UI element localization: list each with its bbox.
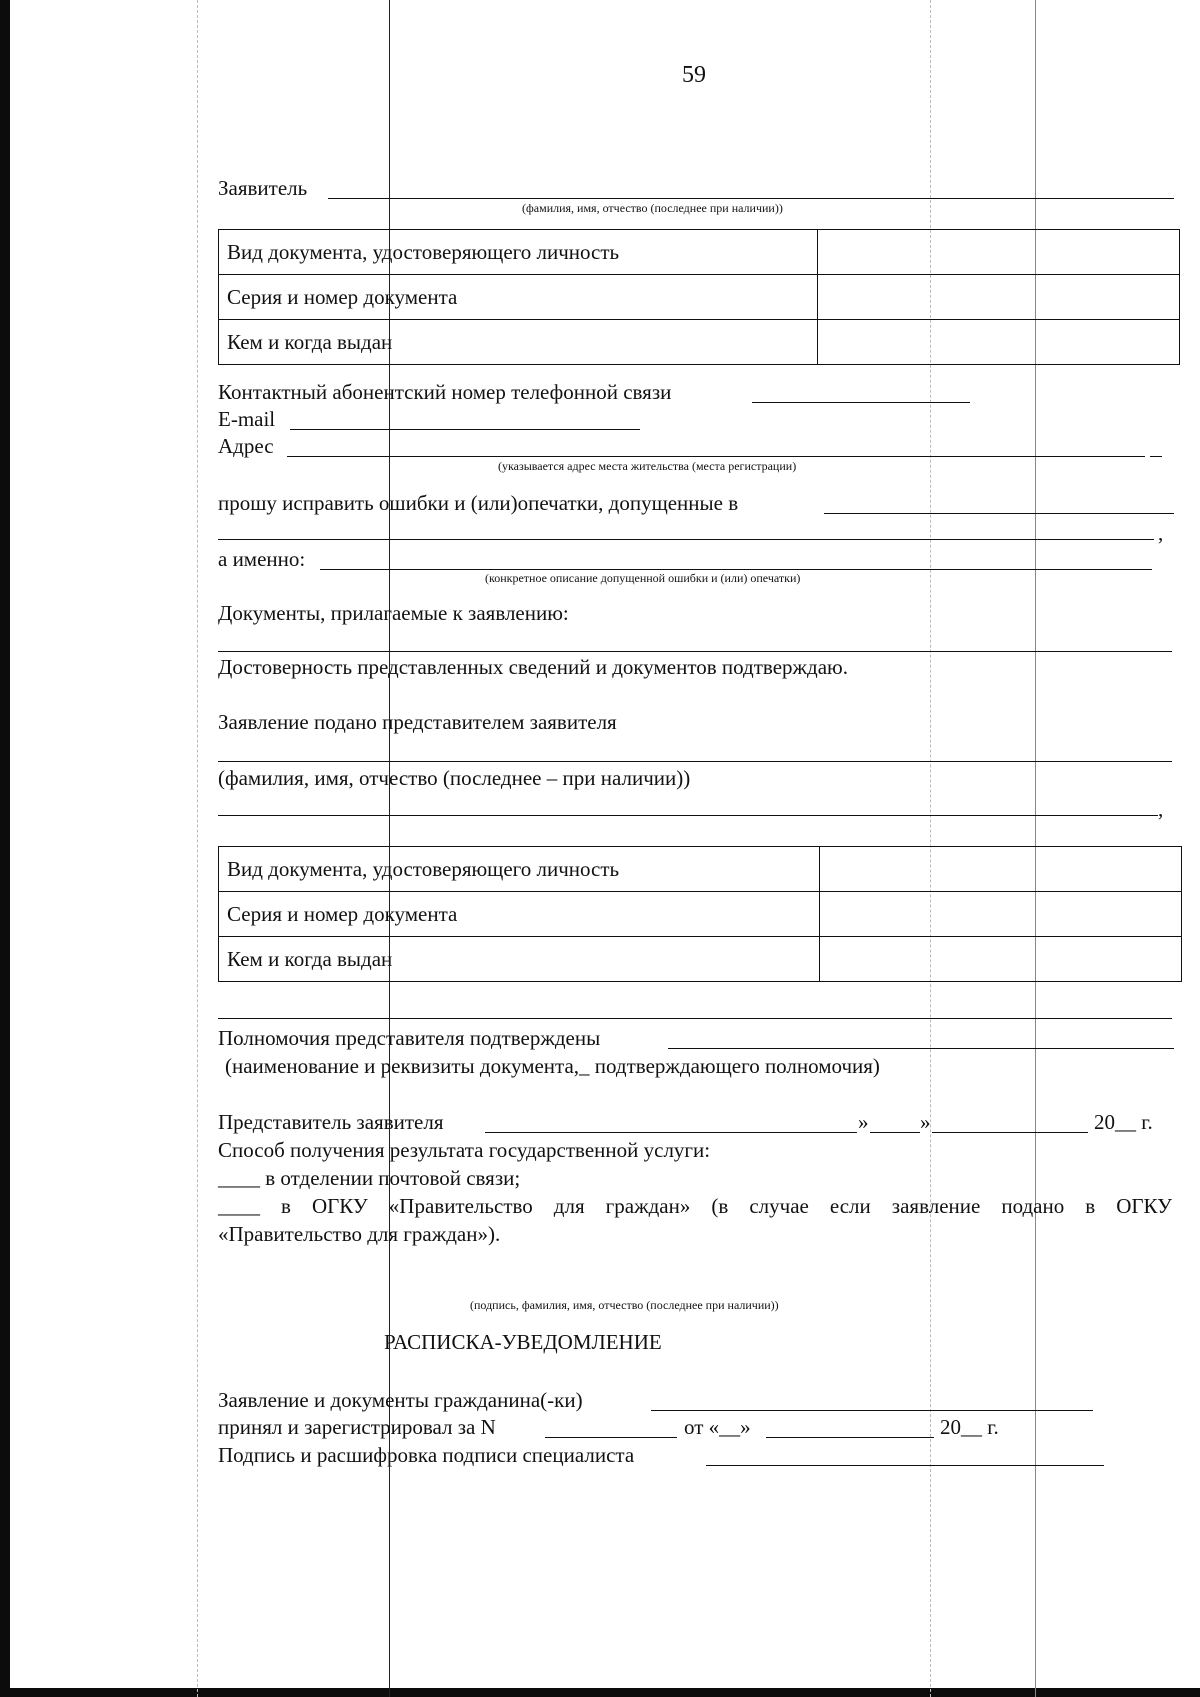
method-option-post[interactable]: ____ в отделении почтовой связи; — [218, 1166, 521, 1190]
receipt-month-field[interactable] — [766, 1437, 934, 1438]
page-number: 59 — [682, 62, 706, 88]
table-row — [219, 892, 1182, 937]
table-cell-label: Вид документа, удостоверяющего личность — [219, 230, 818, 275]
representative-field-line2[interactable] — [218, 815, 1158, 816]
receipt-citizen-field[interactable] — [651, 1410, 1093, 1411]
table-cell-value[interactable] — [820, 937, 1182, 982]
representative-sign-field[interactable] — [485, 1132, 857, 1133]
address-caption: (указывается адрес места жительства (места регистрации) — [498, 459, 797, 473]
namely-label: а именно: — [218, 547, 306, 571]
representative-sign-label: Представитель заявителя — [218, 1110, 444, 1134]
date-quote-open: » — [858, 1110, 869, 1134]
receipt-line3-label: Подпись и расшифровка подписи специалиста — [218, 1443, 635, 1467]
authority-caption: (наименование и реквизиты документа,_ подтверждающего полномочия) — [225, 1054, 880, 1078]
table-row — [219, 937, 1182, 982]
left-border — [0, 0, 10, 1697]
table-cell-label: Кем и когда выдан — [219, 320, 818, 365]
phone-field[interactable] — [752, 402, 970, 403]
receipt-title: РАСПИСКА-УВЕДОМЛЕНИЕ — [384, 1330, 662, 1354]
bottom-border — [0, 1688, 1200, 1697]
method-label: Способ получения результата государственной услуги: — [218, 1138, 711, 1162]
table-cell-value[interactable] — [818, 275, 1180, 320]
applicant-field[interactable] — [328, 198, 1174, 199]
namely-caption: (конкретное описание допущенной ошибки и (или) опечатки) — [485, 571, 801, 585]
applicant-label: Заявитель — [218, 176, 308, 200]
table-cell-label: Серия и номер документа — [219, 892, 820, 937]
representative-comma: , — [1158, 797, 1164, 821]
table-cell-label: Серия и номер документа — [219, 275, 818, 320]
authority-label: Полномочия представителя подтверждены — [218, 1026, 601, 1050]
table-cell-label: Кем и когда выдан — [219, 937, 820, 982]
table-row — [219, 230, 1180, 275]
table-cell-value[interactable] — [818, 320, 1180, 365]
email-label: E-mail — [218, 407, 276, 431]
request-text: прошу исправить ошибки и (или)опечатки, допущенные в — [218, 491, 739, 515]
date-day-field[interactable] — [870, 1132, 920, 1133]
request-comma: , — [1158, 521, 1164, 545]
authority-field[interactable] — [668, 1048, 1174, 1049]
table-cell-value[interactable] — [820, 847, 1182, 892]
signature-caption: (подпись, фамилия, имя, отчество (последнее при наличии)) — [470, 1298, 779, 1312]
namely-field[interactable] — [320, 569, 1152, 570]
address-label: Адрес — [218, 434, 274, 458]
receipt-date-prefix: от «__» — [684, 1415, 751, 1439]
date-year: 20__ г. — [1094, 1110, 1153, 1134]
documents-attached-field[interactable] — [218, 651, 1172, 652]
receipt-year: 20__ г. — [940, 1415, 999, 1439]
table-cell-value[interactable] — [820, 892, 1182, 937]
phone-label: Контактный абонентский номер телефонной связи — [218, 380, 672, 404]
representative-label: Заявление подано представителем заявителя — [218, 710, 617, 734]
representative-caption: (фамилия, имя, отчество (последнее – при наличии)) — [218, 766, 691, 790]
address-field[interactable] — [287, 456, 1145, 457]
receipt-line2-label: принял и зарегистрировал за N — [218, 1415, 496, 1439]
date-month-field[interactable] — [932, 1132, 1088, 1133]
confirm-statement: Достоверность представленных сведений и документов подтверждаю. — [218, 655, 848, 679]
dotted-line — [197, 0, 198, 1697]
request-field[interactable] — [824, 513, 1174, 514]
table-row — [219, 320, 1180, 365]
representative-field[interactable] — [218, 761, 1172, 762]
address-field-tail — [1150, 456, 1162, 457]
table-row — [219, 847, 1182, 892]
id-table-1 — [218, 229, 1180, 365]
authority-line-top — [218, 1018, 1172, 1019]
table-cell-label: Вид документа, удостоверяющего личность — [219, 847, 820, 892]
id-table-2 — [218, 846, 1182, 982]
receipt-number-field[interactable] — [545, 1437, 677, 1438]
documents-attached-label: Документы, прилагаемые к заявлению: — [218, 601, 569, 625]
request-field-line2[interactable] — [218, 539, 1154, 540]
date-quote-close: » — [920, 1110, 931, 1134]
specialist-signature-field[interactable] — [706, 1465, 1104, 1466]
table-cell-value[interactable] — [818, 230, 1180, 275]
receipt-line1-label: Заявление и документы гражданина(-ки) — [218, 1388, 583, 1412]
method-option-ogku[interactable]: ____ в ОГКУ «Правительство для граждан» (в случае если заявление подано в ОГКУ — [218, 1194, 1172, 1218]
table-row — [219, 275, 1180, 320]
method-option-ogku-cont: «Правительство для граждан»). — [218, 1222, 501, 1246]
applicant-caption: (фамилия, имя, отчество (последнее при наличии)) — [522, 201, 783, 215]
email-field[interactable] — [290, 429, 640, 430]
